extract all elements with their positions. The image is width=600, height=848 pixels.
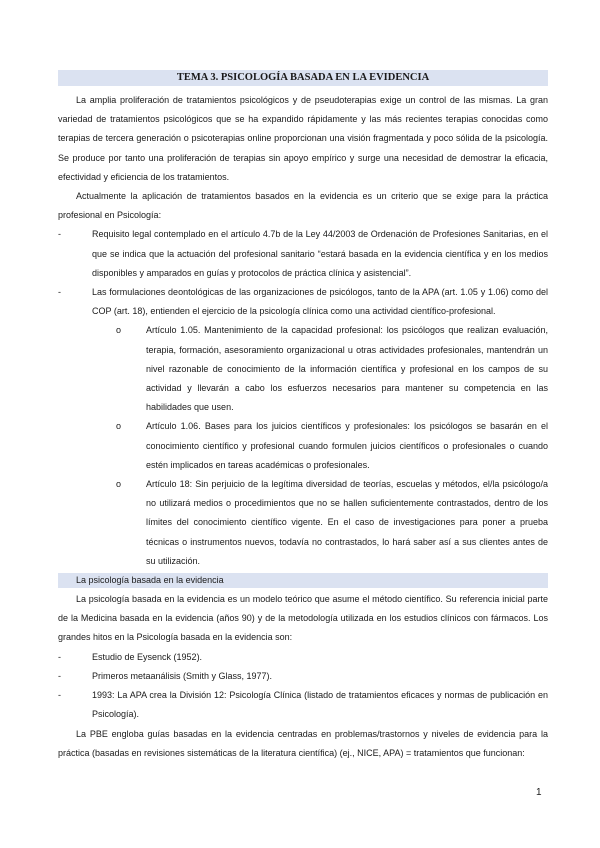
list-item-text: 1993: La APA crea la División 12: Psicología Clínica (listado de tratamientos eficaces y normas de publicación en Psicología). [92, 690, 548, 720]
circle-marker: o [116, 325, 122, 336]
list-item [58, 648, 548, 667]
sub-list-item [58, 321, 548, 417]
list-item [58, 667, 548, 686]
sub-list-item [58, 417, 548, 475]
circle-marker: o [116, 479, 122, 490]
page-number: 1 [536, 787, 542, 798]
list-item-text: Estudio de Eysenck (1952). [92, 651, 203, 662]
paragraph-actualmente: Actualmente la aplicación de tratamientos basados en la evidencia es un criterio que se exige para la práctica profesional en Psicología: [58, 191, 548, 221]
sub-list-item-text: Artículo 1.05. Mantenimiento de la capacidad profesional: los psicólogos que realizan evaluación, terapia, formación, asesoramiento organizacional u otras actividades profesionales, mantendrán un nivel razonable de conocimiento de la información científica y profesional en los campos de su actividad y llevarán a cabo los esfuerzos necesarios para mantener su competencia en las habilidades que usen. [146, 325, 548, 413]
sub-list-item [58, 475, 548, 571]
paragraph-pbe-guides: La PBE engloba guías basadas en la evidencia centradas en problemas/trastornos y niveles de evidencia para la práctica (basadas en revisiones sistemáticas de la literatura científica) (ej., NICE, APA) = tratamientos que funcionan: [58, 728, 548, 758]
sub-list-item-text: Artículo 1.06. Bases para los juicios científicos y profesionales: los psicólogos se basarán en el conocimiento científico y profesional cuando formulen juicios científicos o profesionales o cuando estén implicados en tareas académicas o profesionales. [146, 421, 548, 470]
dash-marker: - [58, 651, 61, 662]
dash-marker: - [58, 690, 61, 701]
sub-list-item-text: Artículo 18: Sin perjuicio de la legítima diversidad de teorías, escuelas y métodos, el/la psicólogo/a no utilizará medios o procedimientos que no se hallen suficientemente contrastados, dentro de los límites del conocimiento científico vigente. En el caso de investigaciones para poner a prueba técnicas o instrumentos nuevos, todavía no contrastados, lo hará saber así a sus clientes antes de su utilización. [146, 479, 548, 566]
dash-marker: - [58, 287, 61, 298]
circle-marker: o [116, 421, 122, 432]
dash-marker: - [58, 670, 61, 681]
list-item [58, 283, 548, 321]
dash-marker: - [58, 229, 61, 240]
list-item [58, 225, 548, 283]
document-body [58, 91, 548, 763]
list-item-text: Primeros metaanálisis (Smith y Glass, 1977). [92, 670, 273, 681]
paragraph-intro: La amplia proliferación de tratamientos psicológicos y de pseudoterapias exige un control de las mismas. La gran variedad de tratamientos psicológicos que se ha expandido rápidamente y las más recientes terapias conocidas como terapias de tercera generación o psicoterapias online proporcionan una visión fragmentada y poco sólida de la psicología. Se produce por tanto una proliferación de terapias sin apoyo empírico y surge una necesidad de demostrar la eficacia, efectividad y eficiencia de los tratamientos. [58, 95, 548, 182]
page-title: TEMA 3. PSICOLOGÍA BASADA EN LA EVIDENCIA [58, 70, 548, 86]
list-item-text: Requisito legal contemplado en el artículo 4.7b de la Ley 44/2003 de Ordenación de Profesiones Sanitarias, en el que se indica que la actuación del profesional sanitario “estará basada en la evidencia científica y en los medios disponibles y amparados en guías y protocolos de práctica clínica y asistencial”. [92, 229, 548, 278]
section-heading: La psicología basada en la evidencia [58, 573, 548, 588]
paragraph-pbe-intro: La psicología basada en la evidencia es un modelo teórico que asume el método científico. Su referencia inicial parte de la Medicina basada en la evidencia (años 90) y de la metodología utilizada en los estudios clínicos con fármacos. Los grandes hitos en la Psicología basada en la evidencia son: [58, 594, 548, 643]
list-item-text: Las formulaciones deontológicas de las organizaciones de psicólogos, tanto de la APA (art. 1.05 y 1.06) como del COP (art. 18), entienden el ejercicio de la psicología clínica como una actividad científico-profesional. [92, 287, 548, 317]
list-item [58, 686, 548, 724]
